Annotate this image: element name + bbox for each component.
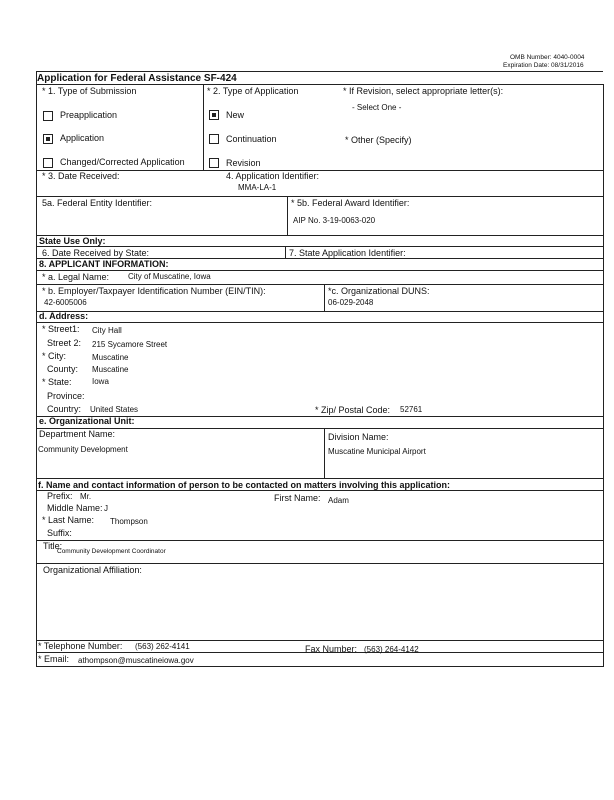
- legal-name-label: * a. Legal Name:: [42, 272, 110, 282]
- date-by-state-label: 6. Date Received by State:: [42, 248, 150, 258]
- legal-name-value: City of Muscatine, Iowa: [128, 272, 211, 281]
- fax-value: (563) 264-4142: [364, 645, 419, 654]
- app-identifier-label: 4. Application Identifier:: [226, 171, 320, 181]
- preapplication-label: Preapplication: [60, 110, 118, 120]
- title-label: Title:: [43, 541, 63, 551]
- new-checkbox[interactable]: [209, 110, 219, 120]
- middle-name-label: Middle Name:: [47, 503, 103, 513]
- ein-label: * b. Employer/Taxpayer Identification Number (EIN/TIN):: [42, 286, 266, 296]
- zip-value: 52761: [400, 405, 423, 414]
- phone-value: (563) 262-4141: [135, 642, 190, 651]
- county-value: Muscatine: [92, 365, 129, 374]
- middle-name-value: J: [104, 504, 108, 513]
- federal-entity-label: 5a. Federal Entity Identifier:: [42, 198, 153, 208]
- continuation-checkbox[interactable]: [209, 134, 219, 144]
- federal-award-value: AIP No. 3-19-0063-020: [293, 216, 376, 225]
- address-heading: d. Address:: [39, 311, 89, 321]
- date-received-label: * 3. Date Received:: [42, 171, 120, 181]
- other-specify-label: * Other (Specify): [345, 135, 412, 145]
- applicant-heading: 8. APPLICANT INFORMATION:: [39, 259, 169, 269]
- omb-number: OMB Number: 4040-0004: [510, 54, 585, 61]
- street2-value: 215 Sycamore Street: [92, 340, 168, 349]
- continuation-label: Continuation: [226, 134, 277, 144]
- prefix-label: Prefix:: [47, 491, 73, 501]
- province-label: Province:: [47, 391, 85, 401]
- city-value: Muscatine: [92, 353, 129, 362]
- last-name-label: * Last Name:: [42, 515, 95, 525]
- email-value: athompson@muscatineiowa.gov: [78, 656, 194, 665]
- contact-heading: f. Name and contact information of person to be contacted on matters involving this application:: [38, 480, 451, 490]
- zip-label: * Zip/ Postal Code:: [315, 405, 391, 415]
- state-app-id-label: 7. State Application Identifier:: [289, 248, 406, 258]
- email-label: * Email:: [38, 654, 70, 664]
- last-name-value: Thompson: [110, 517, 148, 526]
- federal-award-label: * 5b. Federal Award Identifier:: [291, 198, 410, 208]
- revision-letter-select[interactable]: - Select One -: [352, 103, 402, 112]
- revision-checkbox[interactable]: [209, 158, 219, 168]
- fax-label: Fax Number:: [305, 644, 358, 654]
- duns-label: *c. Organizational DUNS:: [328, 286, 430, 296]
- revision-label: Revision: [226, 158, 261, 168]
- phone-label: * Telephone Number:: [38, 641, 123, 651]
- application-checkbox[interactable]: [43, 134, 53, 144]
- state-use-heading: State Use Only:: [39, 236, 106, 246]
- first-name-label: First Name:: [274, 493, 321, 503]
- new-label: New: [226, 110, 245, 120]
- affiliation-label: Organizational Affiliation:: [43, 565, 142, 575]
- form-title: Application for Federal Assistance SF-424: [37, 73, 237, 84]
- dept-label: Department Name:: [39, 429, 116, 439]
- street1-label: * Street1:: [42, 324, 80, 334]
- ein-value: 42-6005006: [44, 298, 87, 307]
- first-name-value: Adam: [328, 496, 349, 505]
- preapplication-checkbox[interactable]: [43, 111, 53, 121]
- dept-value: Community Development: [38, 445, 128, 454]
- state-label: * State:: [42, 377, 72, 387]
- div-label: Division Name:: [328, 432, 389, 442]
- title-value: Community Development Coordinator: [57, 548, 166, 555]
- street2-label: Street 2:: [47, 338, 82, 348]
- county-label: County:: [47, 364, 79, 374]
- state-value: Iowa: [92, 377, 109, 386]
- prefix-value: Mr.: [80, 492, 92, 501]
- expiration-date: Expiration Date: 08/31/2016: [503, 62, 584, 69]
- revision-letter-label: * If Revision, select appropriate letter(s):: [343, 86, 504, 96]
- submission-label: * 1. Type of Submission: [42, 86, 137, 96]
- duns-value: 06-029-2048: [328, 298, 374, 307]
- changed-application-checkbox[interactable]: [43, 158, 53, 168]
- country-label: Country:: [47, 404, 82, 414]
- application-label: Application: [60, 133, 105, 143]
- changed-application-label: Changed/Corrected Application: [60, 157, 185, 167]
- org-unit-heading: e. Organizational Unit:: [39, 416, 135, 426]
- street1-value: City Hall: [92, 326, 122, 335]
- city-label: * City:: [42, 351, 67, 361]
- suffix-label: Suffix:: [47, 528, 72, 538]
- app-type-label: * 2. Type of Application: [207, 86, 299, 96]
- country-value: United States: [90, 405, 139, 414]
- app-identifier-value: MMA-LA-1: [238, 183, 277, 192]
- div-value: Muscatine Municipal Airport: [328, 447, 426, 456]
